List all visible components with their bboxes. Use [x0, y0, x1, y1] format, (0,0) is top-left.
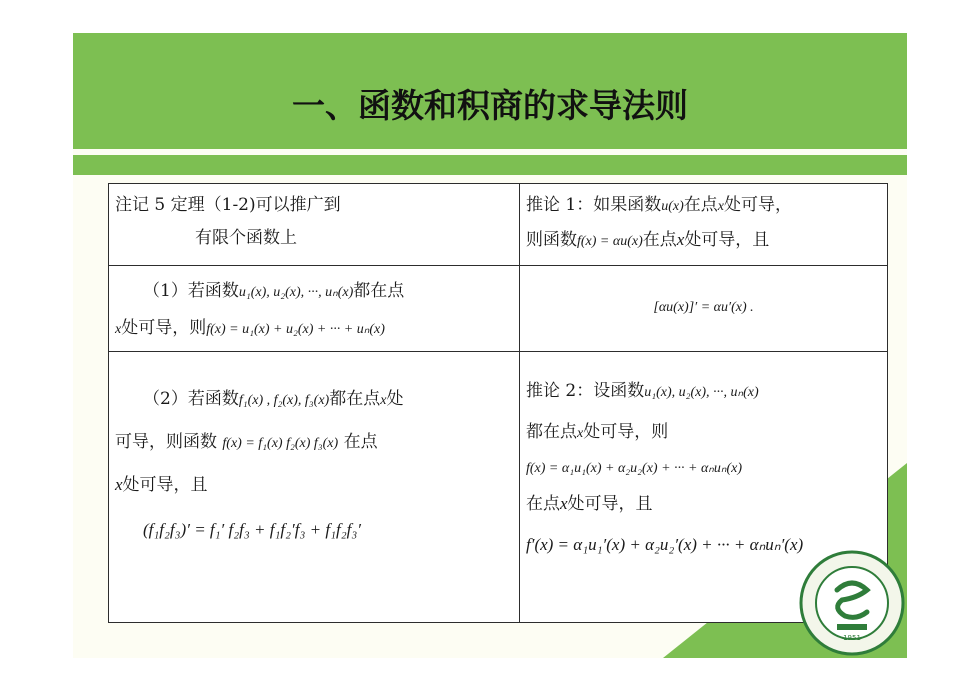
item2-cell	[109, 352, 520, 623]
corollary1-var-2: x	[676, 229, 685, 249]
item2-line2	[115, 431, 513, 454]
item1-text-b: 都在点	[353, 281, 405, 301]
item1-formula: f(x) = u₁(x) + u₂(x) + ··· + uₙ(x)	[206, 321, 385, 337]
item1-functions: u₁(x), u₂(x), ···, uₙ(x)	[238, 285, 354, 300]
item2-text-c: 可导，则函数	[115, 431, 217, 452]
corollary1-cell	[520, 184, 888, 266]
header-bar	[73, 33, 907, 149]
item2-text-b2: 处	[386, 389, 404, 409]
corollary1-text-b: 在点	[683, 195, 718, 215]
item1-cell	[109, 266, 520, 352]
item1-line1	[115, 280, 513, 303]
corollary1-text: 推论 1：如果函数	[526, 195, 662, 215]
corollary1-text-c: 处可导，	[724, 195, 792, 215]
corollary2-formula: f′(x) = α₁u₁′(x) + α₂u₂′(x) + ··· + αₙuₙ′(x)	[526, 534, 804, 554]
item2-var: x	[380, 393, 387, 408]
corollary2-text-b: 都在点	[526, 421, 577, 442]
item2-text-d: 处可导，且	[122, 474, 208, 495]
corollary2-functions: u₁(x), u₂(x), ···, uₙ(x)	[644, 385, 759, 400]
corollary2-text-e: 处可导，且	[567, 493, 653, 514]
university-emblem-icon	[797, 548, 907, 658]
item2-text-c2: 在点	[343, 431, 378, 452]
item2-text: （2）若函数	[143, 389, 239, 409]
corollary1-line2	[526, 229, 881, 252]
header-stripe	[73, 155, 907, 175]
corollary2-text-d: 在点	[526, 493, 560, 514]
note-cell	[109, 184, 520, 266]
corollary1-func: u(x)	[661, 199, 684, 214]
corollary1-formula: [αu(x)]′ = αu′(x) .	[653, 300, 754, 316]
content-table	[108, 183, 888, 623]
corollary1-text-e: 在点	[642, 229, 677, 250]
corollary1-equation: f(x) = αu(x)	[577, 233, 643, 249]
item2-formula: (f₁f₂f₃)′ = f₁′ f₂f₃ + f₁f₂′f₃ + f₁f₂f₃′	[143, 519, 361, 539]
item2-functions: f₁(x) , f₂(x), f₃(x)	[238, 393, 330, 408]
corollary2-var-2: x	[560, 493, 568, 513]
item2-text-b: 都在点	[329, 389, 381, 409]
item1-text-c: 处可导，则	[121, 317, 207, 338]
item1-text: （1）若函数	[143, 281, 239, 301]
corollary2-text-c: 处可导，则	[583, 421, 669, 442]
item2-product: f(x) = f₁(x) f₂(x) f₃(x)	[222, 435, 339, 451]
corollary1-text-g: 处可导，且	[684, 229, 770, 250]
item1-line2	[115, 317, 513, 340]
item2-line1	[115, 388, 513, 411]
item2-line3	[115, 474, 513, 497]
corollary1-text-d: 则函数	[526, 229, 577, 250]
corollary1-var: x	[717, 199, 724, 214]
slide-title: 一、函数和积商的求导法则	[292, 86, 688, 125]
corollary2-line2	[526, 421, 881, 444]
item1-var: x	[115, 321, 122, 337]
item2-var-2: x	[115, 474, 123, 494]
emblem-year: 1951	[843, 634, 861, 642]
slide	[73, 33, 907, 658]
corollary2-var: x	[577, 425, 584, 441]
corollary2-line1	[526, 380, 881, 403]
corollary1-line1	[526, 194, 881, 217]
corollary2-equation: f(x) = α₁u₁(x) + α₂u₂(x) + ··· + αₙuₙ(x)	[526, 460, 743, 476]
note-heading-2: 有限个函数上	[195, 227, 297, 248]
corollary2-line4	[526, 493, 881, 516]
note-heading: 注记 5 定理（1-2)可以推广到	[115, 195, 341, 215]
corollary2-text: 推论 2：设函数	[526, 381, 645, 401]
corollary1-formula-cell	[520, 266, 888, 352]
